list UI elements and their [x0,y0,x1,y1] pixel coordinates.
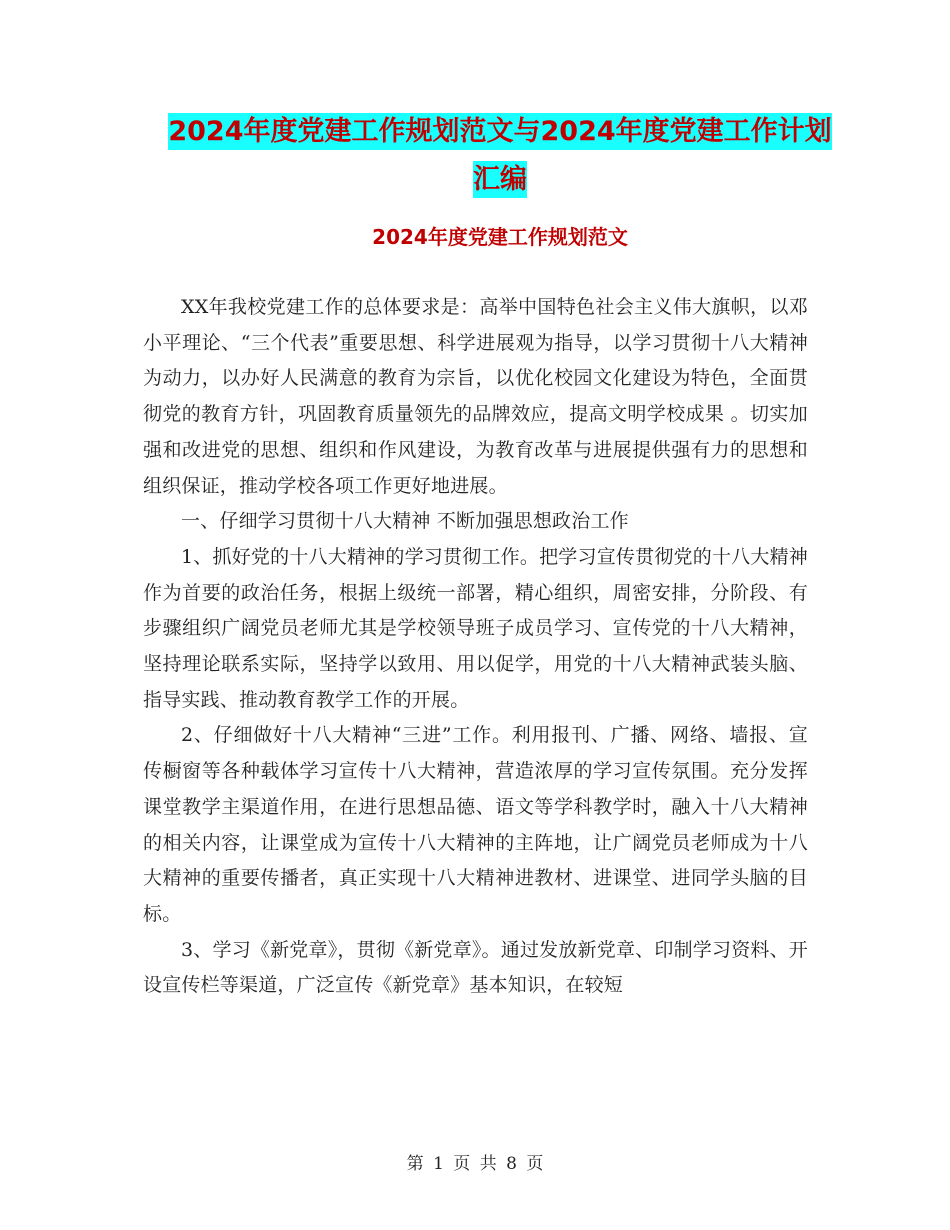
document-title-line1: 2024年度党建工作规划范文与2024年度党建工作计划 [168,113,831,150]
section-title: 2024年度党建工作规划范文 [372,225,628,249]
paragraph: XX年我校党建工作的总体要求是：高举中国特色社会主义伟大旗帜，以邓小平理论、“三个代表”重要思想、科学进展观为指导，以学习贯彻十八大精神为动力，以办好人民满意的教育为宗旨，以优化校园文化建设为特色，全面贯彻党的教育方针，巩固教育质量领先的品牌效应，提高文明学校成果 。切实加强和改进党的思想、组织和作风建设，为教育改革与进展提供强有力的思想和组织保证，推动学校各项工作更好地进展。 [143,296,808,497]
paragraph: 3、学习《新党章》，贯彻《新党章》。通过发放新党章、印制学习资料、开设宣传栏等渠道，广泛宣传《新党章》基本知识，在较短 [143,938,808,997]
paragraph: 1、抓好党的十八大精神的学习贯彻工作。把学习宣传贯彻党的十八大精神作为首要的政治任务，根据上级统一部署，精心组织，周密安排，分阶段、有步骤组织广阔党员老师尤其是学校领导班子成员学习、宣传党的十八大精神，坚持理论联系实际，坚持学以致用、用以促学，用党的十八大精神武装头脑、指导实践、推动教育教学工作的开展。 [143,545,808,711]
section-heading: 一、仔细学习贯彻十八大精神 不断加强思想政治工作 [181,510,629,533]
page-number-footer: 第 1 页 共 8 页 [406,1154,544,1174]
document-body [143,290,808,1004]
document-title-line2: 汇编 [473,161,527,198]
document-title [120,108,880,204]
paragraph: 2、仔细做好十八大精神“三进”工作。利用报刊、广播、网络、墙报、宣传橱窗等各种载体学习宣传十八大精神，营造浓厚的学习宣传氛围。充分发挥课堂教学主渠道作用，在进行思想品德、语文等学科教学时，融入十八大精神的相关内容，让课堂成为宣传十八大精神的主阵地，让广阔党员老师成为十八大精神的重要传播者，真正实现十八大精神进教材、进课堂、进同学头脑的目标。 [143,724,808,925]
